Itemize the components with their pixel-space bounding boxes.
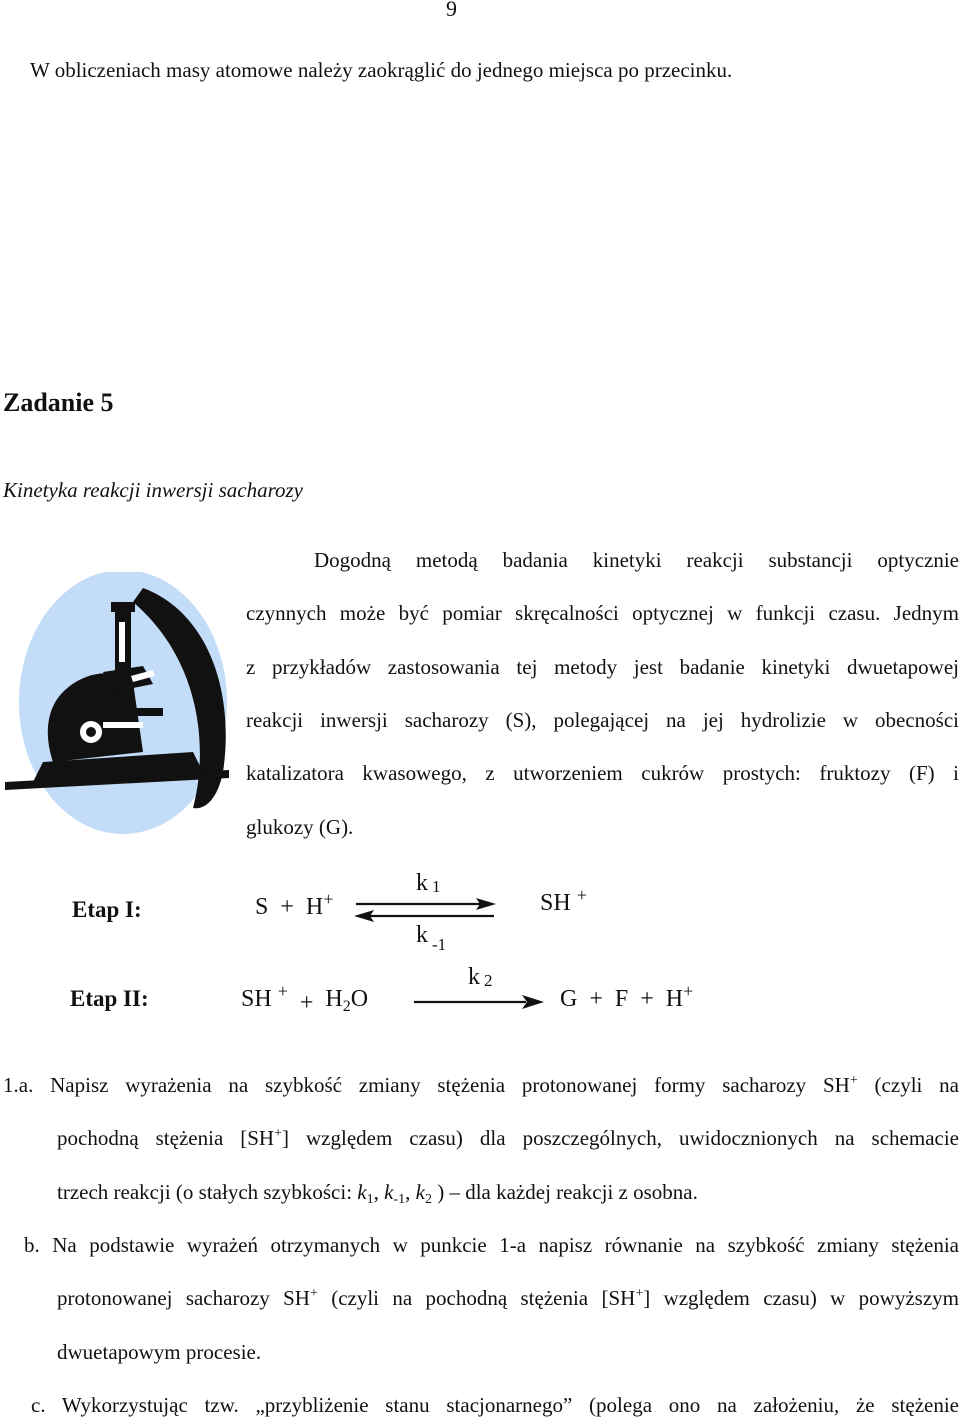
intro-line: katalizatora kwasowego, z utworzeniem cukrów prostych: fruktozy (F) i xyxy=(246,761,959,785)
page-number: 9 xyxy=(446,0,457,21)
k-letter: k xyxy=(357,1180,367,1204)
sh-charge: + xyxy=(277,981,288,1001)
question-a-line-3 xyxy=(57,1180,698,1205)
question-a-text: trzech reakcji (o stałych szybkości: xyxy=(57,1180,358,1204)
product-charge: + xyxy=(576,885,587,905)
water-h: H xyxy=(325,986,343,1012)
k-minus-1-subscript: -1 xyxy=(432,935,447,954)
proton-symbol: H xyxy=(665,986,684,1012)
k-letter: k xyxy=(468,964,480,990)
intro-line: Dogodną metodą badania kinetyki reakcji substancji optycznie xyxy=(314,548,959,572)
question-a-text: ] względem czasu) dla poszczególnych, uwidocznionych na schemacie xyxy=(282,1126,960,1150)
k1-subscript: 1 xyxy=(432,877,441,896)
etap-1-label: Etap I: xyxy=(72,897,142,922)
k2-subscript: 2 xyxy=(424,1192,432,1207)
k-letter: k xyxy=(416,870,428,896)
etap-1-reactants xyxy=(255,889,334,921)
backward-arrow-icon xyxy=(354,910,494,922)
question-b-line-1: b. Na podstawie wyrażeń otrzymanych w punkcie 1-a napisz równanie na szybkość zmiany stężenia xyxy=(24,1233,959,1257)
question-c-line-1: c. Wykorzystując tzw. „przybliżenie stanu stacjonarnego” (polega ono na założeniu, że stężenie xyxy=(31,1393,959,1417)
charge-superscript: + xyxy=(849,1073,858,1088)
protonated-sucrose-symbol: SH xyxy=(540,890,571,916)
question-a-line-1 xyxy=(3,1073,959,1098)
question-a-text: ) – dla każdej reakcji z osobna. xyxy=(431,1180,698,1204)
proton-symbol: H xyxy=(305,894,324,920)
question-b-text: (czyli na pochodną stężenia [SH xyxy=(317,1286,636,1310)
k-minus-1-subscript: -1 xyxy=(393,1192,406,1207)
separator: , xyxy=(373,1180,385,1204)
rounding-note: W obliczeniach masy atomowe należy zaokrąglić do jednego miejsca po przecinku. xyxy=(30,58,733,82)
question-a-line-2 xyxy=(57,1126,959,1151)
question-b-text: ] względem czasu) w powyższym xyxy=(643,1286,959,1310)
etap-2-label: Etap II: xyxy=(70,986,149,1011)
water-subscript: 2 xyxy=(342,998,351,1015)
k1-subscript: 1 xyxy=(366,1192,374,1207)
charge-superscript: + xyxy=(309,1286,318,1301)
question-a-text: 1.a. Napisz wyrażenia na szybkość zmiany stężenia protonowanej formy sacharozy SH xyxy=(3,1073,850,1097)
k2-subscript: 2 xyxy=(484,971,493,990)
etap-2-products xyxy=(560,981,694,1013)
plus-sign: + xyxy=(589,986,603,1012)
k-letter: k xyxy=(384,1180,394,1204)
proton-charge: + xyxy=(683,981,694,1001)
intro-line: reakcji inwersji sacharozy (S), polegającej na jej hydrolizie w obecności xyxy=(246,708,959,732)
question-b-text: protonowanej sacharozy SH xyxy=(57,1286,310,1310)
intro-line: glukozy (G). xyxy=(246,815,354,839)
forward-arrow-icon xyxy=(356,898,496,910)
reaction-arrows xyxy=(350,888,550,1018)
microscope-icon xyxy=(3,572,243,836)
k-letter: k xyxy=(416,922,428,948)
intro-line: czynnych może być pomiar skręcalności optycznej w funkcji czasu. Jednym xyxy=(246,601,959,625)
plus-sign: + xyxy=(280,894,294,920)
k-letter: k xyxy=(415,1180,425,1204)
question-b-line-3: dwuetapowym procesie. xyxy=(57,1340,262,1364)
etap-2-arrow-icon xyxy=(414,995,544,1009)
charge-superscript: + xyxy=(274,1126,283,1141)
question-a-text: (czyli na xyxy=(857,1073,959,1097)
plus-sign: + xyxy=(640,986,654,1012)
sucrose-symbol: S xyxy=(255,894,269,920)
intro-line: z przykładów zastosowania tej metody jest badanie kinetyki dwuetapowej xyxy=(246,655,959,679)
fructose-symbol: F xyxy=(614,986,629,1012)
question-a-text: pochodną stężenia [SH xyxy=(57,1126,275,1150)
plus-sign: + xyxy=(299,990,314,1016)
protonated-sucrose-symbol: SH xyxy=(241,986,272,1012)
separator: , xyxy=(405,1180,416,1204)
glucose-symbol: G xyxy=(560,986,578,1012)
charge-superscript: + xyxy=(635,1286,644,1301)
proton-charge: + xyxy=(323,889,334,909)
task-title: Zadanie 5 xyxy=(3,388,114,417)
question-b-line-2 xyxy=(57,1286,959,1311)
task-subtitle: Kinetyka reakcji inwersji sacharozy xyxy=(3,478,303,502)
water-o: O xyxy=(350,986,369,1012)
